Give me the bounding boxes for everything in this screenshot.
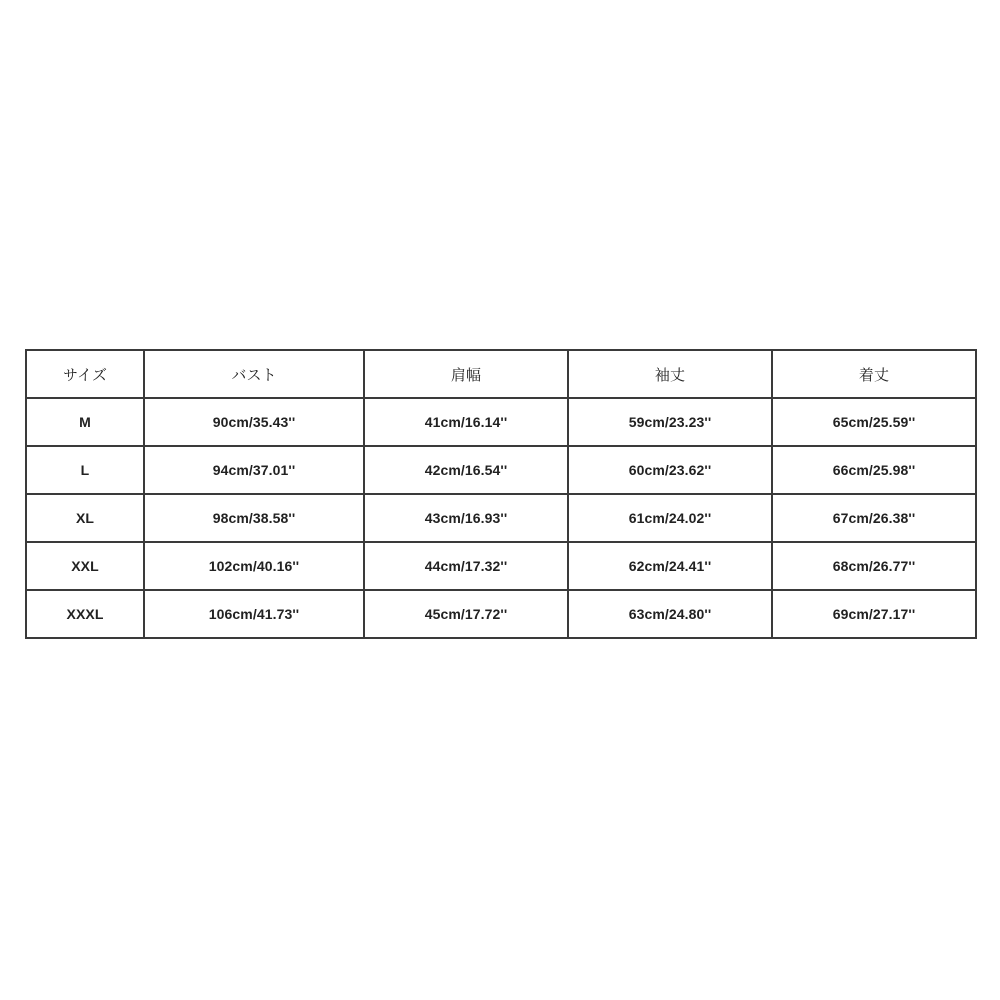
size-cell: XXL	[26, 542, 144, 590]
table-row	[26, 398, 976, 446]
header-row	[26, 350, 976, 398]
bust-cell: 90cm/35.43''	[144, 398, 364, 446]
header-shoulder: 肩幅	[364, 350, 568, 398]
bust-cell: 98cm/38.58''	[144, 494, 364, 542]
shoulder-cell: 41cm/16.14''	[364, 398, 568, 446]
sleeve-cell: 63cm/24.80''	[568, 590, 772, 638]
shoulder-cell: 43cm/16.93''	[364, 494, 568, 542]
length-cell: 68cm/26.77''	[772, 542, 976, 590]
sleeve-cell: 59cm/23.23''	[568, 398, 772, 446]
table-row	[26, 590, 976, 638]
table-row	[26, 494, 976, 542]
shoulder-cell: 42cm/16.54''	[364, 446, 568, 494]
table-row	[26, 542, 976, 590]
sleeve-cell: 61cm/24.02''	[568, 494, 772, 542]
shoulder-cell: 44cm/17.32''	[364, 542, 568, 590]
size-cell: L	[26, 446, 144, 494]
length-cell: 69cm/27.17''	[772, 590, 976, 638]
shoulder-cell: 45cm/17.72''	[364, 590, 568, 638]
header-bust: バスト	[144, 350, 364, 398]
table-row	[26, 446, 976, 494]
length-cell: 66cm/25.98''	[772, 446, 976, 494]
sleeve-cell: 62cm/24.41''	[568, 542, 772, 590]
header-length: 着丈	[772, 350, 976, 398]
sleeve-cell: 60cm/23.62''	[568, 446, 772, 494]
bust-cell: 106cm/41.73''	[144, 590, 364, 638]
size-cell: XXXL	[26, 590, 144, 638]
bust-cell: 102cm/40.16''	[144, 542, 364, 590]
length-cell: 65cm/25.59''	[772, 398, 976, 446]
size-chart-table	[25, 349, 977, 639]
header-sleeve: 袖丈	[568, 350, 772, 398]
size-cell: XL	[26, 494, 144, 542]
size-cell: M	[26, 398, 144, 446]
header-size: サイズ	[26, 350, 144, 398]
bust-cell: 94cm/37.01''	[144, 446, 364, 494]
length-cell: 67cm/26.38''	[772, 494, 976, 542]
